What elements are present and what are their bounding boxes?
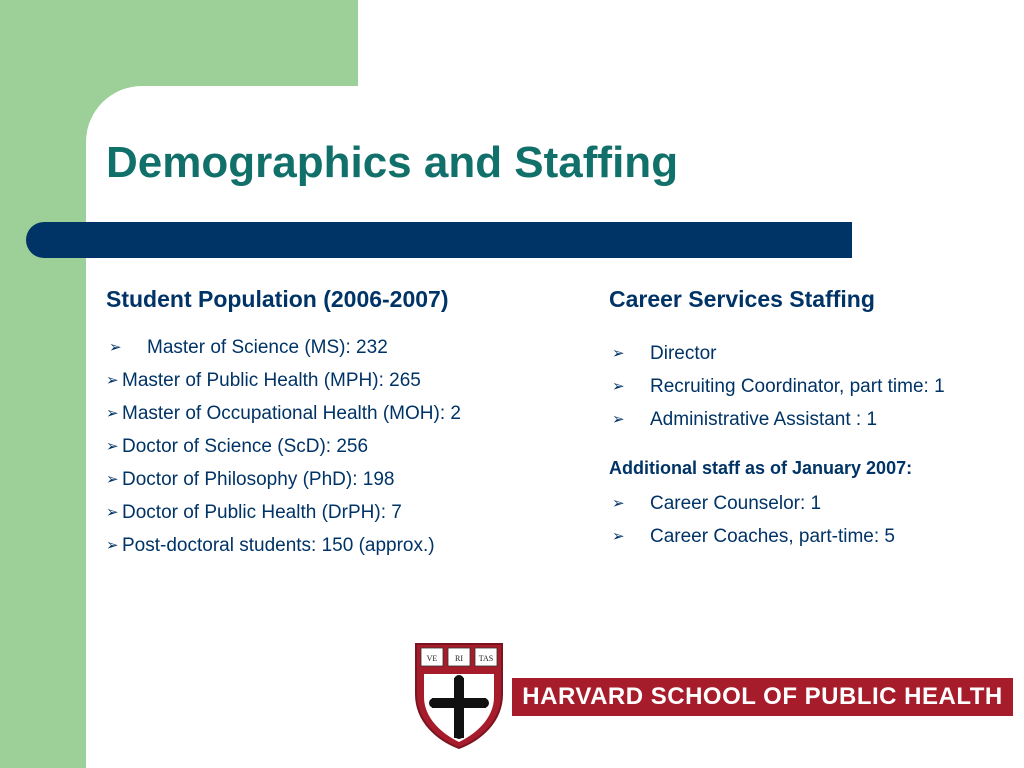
left-column-heading: Student Population (2006-2007) — [106, 286, 449, 312]
list-item — [106, 496, 461, 529]
shield-letters-3: TAS — [478, 654, 494, 663]
harvard-shield-icon — [414, 642, 504, 750]
school-name-banner: HARVARD SCHOOL OF PUBLIC HEALTH — [512, 678, 1013, 716]
list-item-text: Career Coaches, part-time: 5 — [650, 526, 895, 547]
list-item-text: Doctor of Philosophy (PhD): 198 — [122, 469, 395, 490]
list-item-text: Administrative Assistant : 1 — [650, 409, 878, 430]
list-item-text: Doctor of Science (ScD): 256 — [122, 436, 369, 457]
arrow-bullet-icon: ➢ — [106, 537, 119, 554]
list-item — [609, 487, 895, 520]
arrow-bullet-icon: ➢ — [106, 471, 119, 488]
shield-letters-1: VE — [426, 654, 438, 663]
arrow-bullet-icon: ➢ — [612, 345, 625, 362]
list-item-text: Master of Occupational Health (MOH): 2 — [122, 403, 461, 424]
arrow-bullet-icon: ➢ — [109, 339, 122, 356]
list-item-text: Recruiting Coordinator, part time: 1 — [650, 376, 945, 397]
list-item-text: Master of Science (MS): 232 — [147, 337, 388, 358]
additional-staff-heading: Additional staff as of January 2007: — [609, 458, 913, 478]
arrow-bullet-icon: ➢ — [612, 411, 625, 428]
right-column-heading: Career Services Staffing — [609, 286, 875, 312]
list-item — [106, 397, 461, 430]
left-green-band — [0, 0, 86, 768]
arrow-bullet-icon: ➢ — [106, 372, 119, 389]
arrow-bullet-icon: ➢ — [612, 528, 625, 545]
slide-title: Demographics and Staffing — [106, 138, 679, 187]
list-item — [106, 331, 461, 364]
arrow-bullet-icon: ➢ — [612, 378, 625, 395]
arrow-bullet-icon: ➢ — [106, 438, 119, 455]
career-staffing-list — [609, 337, 945, 436]
list-item — [609, 370, 945, 403]
list-item — [106, 430, 461, 463]
list-item-text: Doctor of Public Health (DrPH): 7 — [122, 502, 402, 523]
arrow-bullet-icon: ➢ — [106, 504, 119, 521]
list-item-text: Director — [650, 343, 717, 364]
shield-letters-2: RI — [455, 654, 463, 663]
list-item — [609, 403, 945, 436]
title-divider-bar — [26, 222, 852, 258]
list-item — [609, 520, 895, 553]
list-item-text: Career Counselor: 1 — [650, 493, 822, 514]
student-population-list — [106, 331, 461, 562]
list-item — [106, 463, 461, 496]
top-white-area — [358, 0, 1024, 90]
list-item — [106, 364, 461, 397]
list-item — [609, 337, 945, 370]
list-item — [106, 529, 461, 562]
list-item-text: Master of Public Health (MPH): 265 — [122, 370, 421, 391]
additional-staff-list — [609, 487, 895, 553]
shield-graphic — [414, 642, 504, 750]
list-item-text: Post-doctoral students: 150 (approx.) — [122, 535, 435, 556]
arrow-bullet-icon: ➢ — [612, 495, 625, 512]
arrow-bullet-icon: ➢ — [106, 405, 119, 422]
top-green-band — [0, 0, 358, 86]
